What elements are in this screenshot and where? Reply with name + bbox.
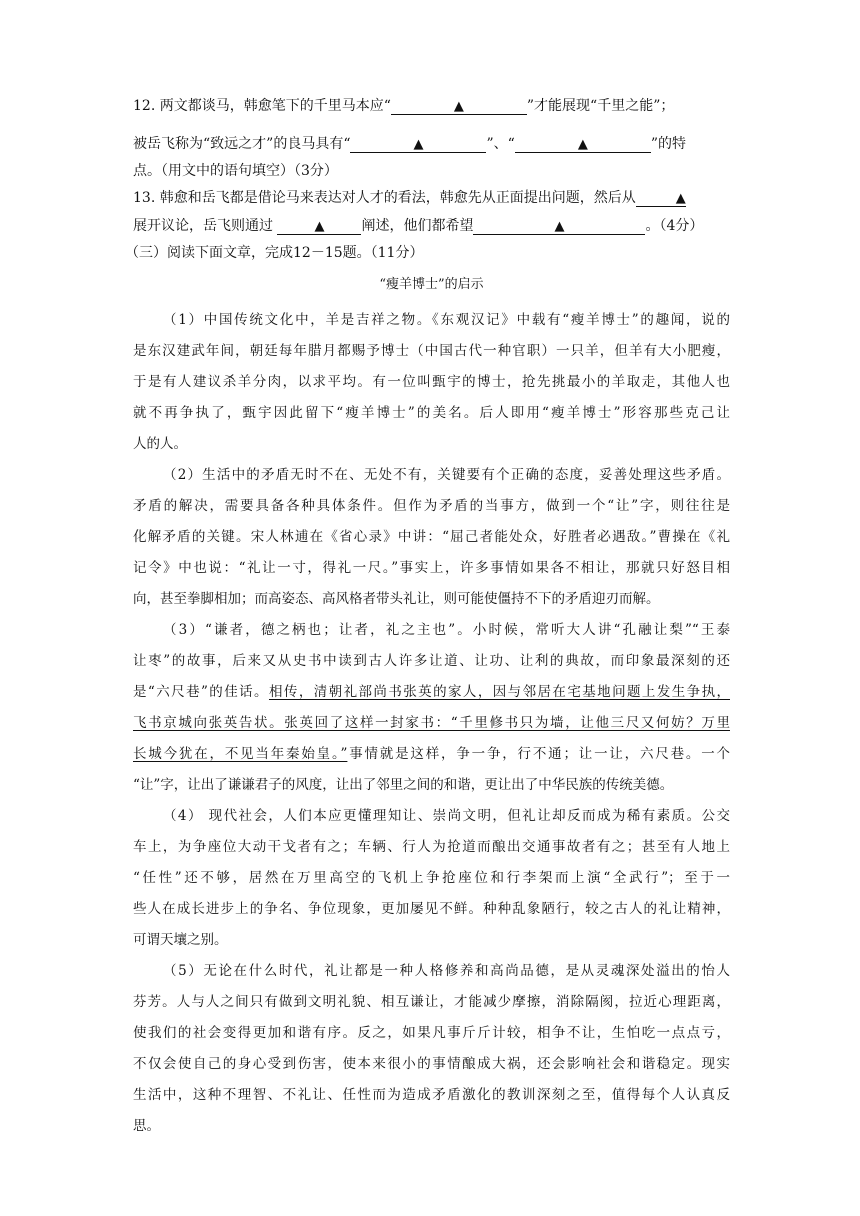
underlined-passage: 长城今犹在，不见当年秦始皇。” <box>133 746 348 762</box>
paragraph-line: （4） 现代社会，人们本应更懂理知让、崇尚文明，但礼让却反而成为稀有素质。公交 <box>163 808 730 824</box>
underlined-passage: 飞书京城向张英告状。张英回了这样一封家书：“千里修书只为墙，让他三尺又何妨？万里 <box>133 715 730 731</box>
question-12-line-1 <box>133 96 730 120</box>
question-12-line-3: 点。（用文中的语句填空）（3分） <box>133 163 338 179</box>
section-3-heading: （三）阅读下面文章，完成12－15题。（11分） <box>125 245 424 261</box>
question-12-line-2 <box>133 134 730 158</box>
paragraph-3 <box>133 615 730 801</box>
paragraph-line: 矛盾的解决，需要具备各种具体条件。但作为矛盾的当事方，做到一个“让”字，则往往是 <box>133 498 730 514</box>
paragraph-line: 思。 <box>133 1118 160 1134</box>
paragraph-line: 生活中，这种不理智、不礼让、任性而为造成矛盾激化的教训深刻之至，值得每个人认真反 <box>133 1087 730 1103</box>
paragraph-5 <box>133 956 730 1142</box>
q12-text-a: 12. 两文都谈马，韩愈笔下的千里马本应“ <box>133 98 391 114</box>
paragraph-line: （2）生活中的矛盾无时不在、无处不有，关键要有个正确的态度，妥善处理这些矛盾。 <box>163 467 730 483</box>
question-13-line-1 <box>133 188 730 212</box>
paragraph-text: 是“六尺巷”的佳话。 <box>133 684 269 700</box>
paragraph-line: （5）无论在什么时代，礼让都是一种人格修养和高尚品德，是从灵魂深处溢出的怡人 <box>163 963 730 979</box>
paragraph-line: 是东汉建武年间，朝廷每年腊月都赐予博士（中国古代一种官职）一只羊，但羊有大小肥瘦， <box>133 343 730 359</box>
paragraph-line <box>133 739 730 770</box>
paragraph-line: 芬芳。人与人之间只有做到文明礼貌、相互谦让，才能减少摩擦，消除隔阂，拉近心理距离， <box>133 994 730 1010</box>
paragraph-line: 于是有人建议杀羊分肉，以求平均。有一位叫甄宇的博士，抢先挑最小的羊取走，其他人也 <box>133 374 730 390</box>
paragraph-line: 就不再争执了，甄宇因此留下“瘦羊博士”的美名。后人即用“瘦羊博士”形容那些克己让 <box>133 405 730 421</box>
answer-blank[interactable]: ▲ <box>473 219 645 235</box>
paragraph-line: 记令》中也说：“礼让一寸，得礼一尺。”事实上，许多事情如果各不相让，那就只好怒目相 <box>133 560 730 576</box>
q12-text-c: 被岳飞称为“致远之才”的良马具有“ <box>133 136 351 152</box>
paragraph-text: 事情就是这样，争一争，行不通；让一让，六尺巷。一个 <box>347 746 730 762</box>
paragraph-line: 使我们的社会变得更加和谐有序。反之，如果凡事斤斤计较，相争不让，生怕吃一点点亏， <box>133 1025 730 1041</box>
answer-blank[interactable]: ▲ <box>636 191 686 207</box>
exam-page <box>125 96 730 1142</box>
paragraph-line <box>133 677 730 708</box>
q12-text-d: ”、“ <box>486 136 515 152</box>
answer-blank[interactable]: ▲ <box>277 219 361 235</box>
paragraph-line: “任性”还不够，居然在万里高空的飞机上争抢座位和行李架而上演“全武行”；至于一 <box>133 870 730 886</box>
paragraph-line: 些人在成长进步上的争名、争位现象，更加屡见不鲜。种种乱象陋行，较之古人的礼让精神， <box>133 901 730 917</box>
paragraph-line: （3）“谦者，德之柄也；让者，礼之主也”。小时候，常听大人讲“孔融让梨”“王泰 <box>163 622 730 638</box>
q13-text-b: 展开议论，岳飞则通过 <box>133 218 278 234</box>
paragraph-line: 可谓天壤之别。 <box>133 932 228 948</box>
q12-text-e: ”的特 <box>650 136 686 152</box>
paragraph-line: 让枣”的故事，后来又从史书中读到古人许多让道、让功、让利的典故，而印象最深刻的还 <box>133 653 730 669</box>
answer-blank[interactable]: ▲ <box>515 137 651 153</box>
article-title: “瘦羊博士”的启示 <box>379 277 484 292</box>
paragraph-line: “让”字，让出了谦谦君子的风度，让出了邻里之间的和谐，更让出了中华民族的传统美德。 <box>133 777 674 793</box>
paragraph-line: （1）中国传统文化中，羊是吉祥之物。《东观汉记》中载有“瘦羊博士”的趣闻，说的 <box>163 312 730 328</box>
q13-text-d: 。（4分） <box>645 218 704 234</box>
paragraph-4 <box>133 801 730 956</box>
q13-text-c: 阐述，他们都希望 <box>361 218 474 234</box>
q13-text-a: 13. 韩愈和岳飞都是借论马来表达对人才的看法，韩愈先从正面提出问题，然后从 <box>133 190 636 206</box>
paragraph-line: 车上，为争座位大动干戈者有之；车辆、行人为抢道而酿出交通事故者有之；甚至有人地上 <box>133 839 730 855</box>
paragraph-line: 化解矛盾的关键。宋人林逋在《省心录》中讲：“屈己者能处众，好胜者必遇敌。”曹操在《礼 <box>133 529 730 545</box>
answer-blank[interactable]: ▲ <box>391 99 527 115</box>
answer-blank[interactable]: ▲ <box>350 137 486 153</box>
paragraph-line: 向，甚至拳脚相加；而高姿态、高风格者带头礼让，则可能使僵持不下的矛盾迎刃而解。 <box>133 591 660 607</box>
paragraph-line: 人的人。 <box>133 436 187 452</box>
underlined-passage: 相传，清朝礼部尚书张英的家人，因与邻居在宅基地问题上发生争执， <box>268 684 730 700</box>
paragraph-2 <box>133 460 730 615</box>
question-13-line-2 <box>133 216 730 240</box>
paragraph-1 <box>133 305 730 460</box>
paragraph-line <box>133 708 730 739</box>
paragraph-line: 不仅会使自己的身心受到伤害，使本来很小的事情酿成大祸，还会影响社会和谐稳定。现实 <box>133 1056 730 1072</box>
q12-text-b: ”才能展现“千里之能”； <box>526 98 675 114</box>
